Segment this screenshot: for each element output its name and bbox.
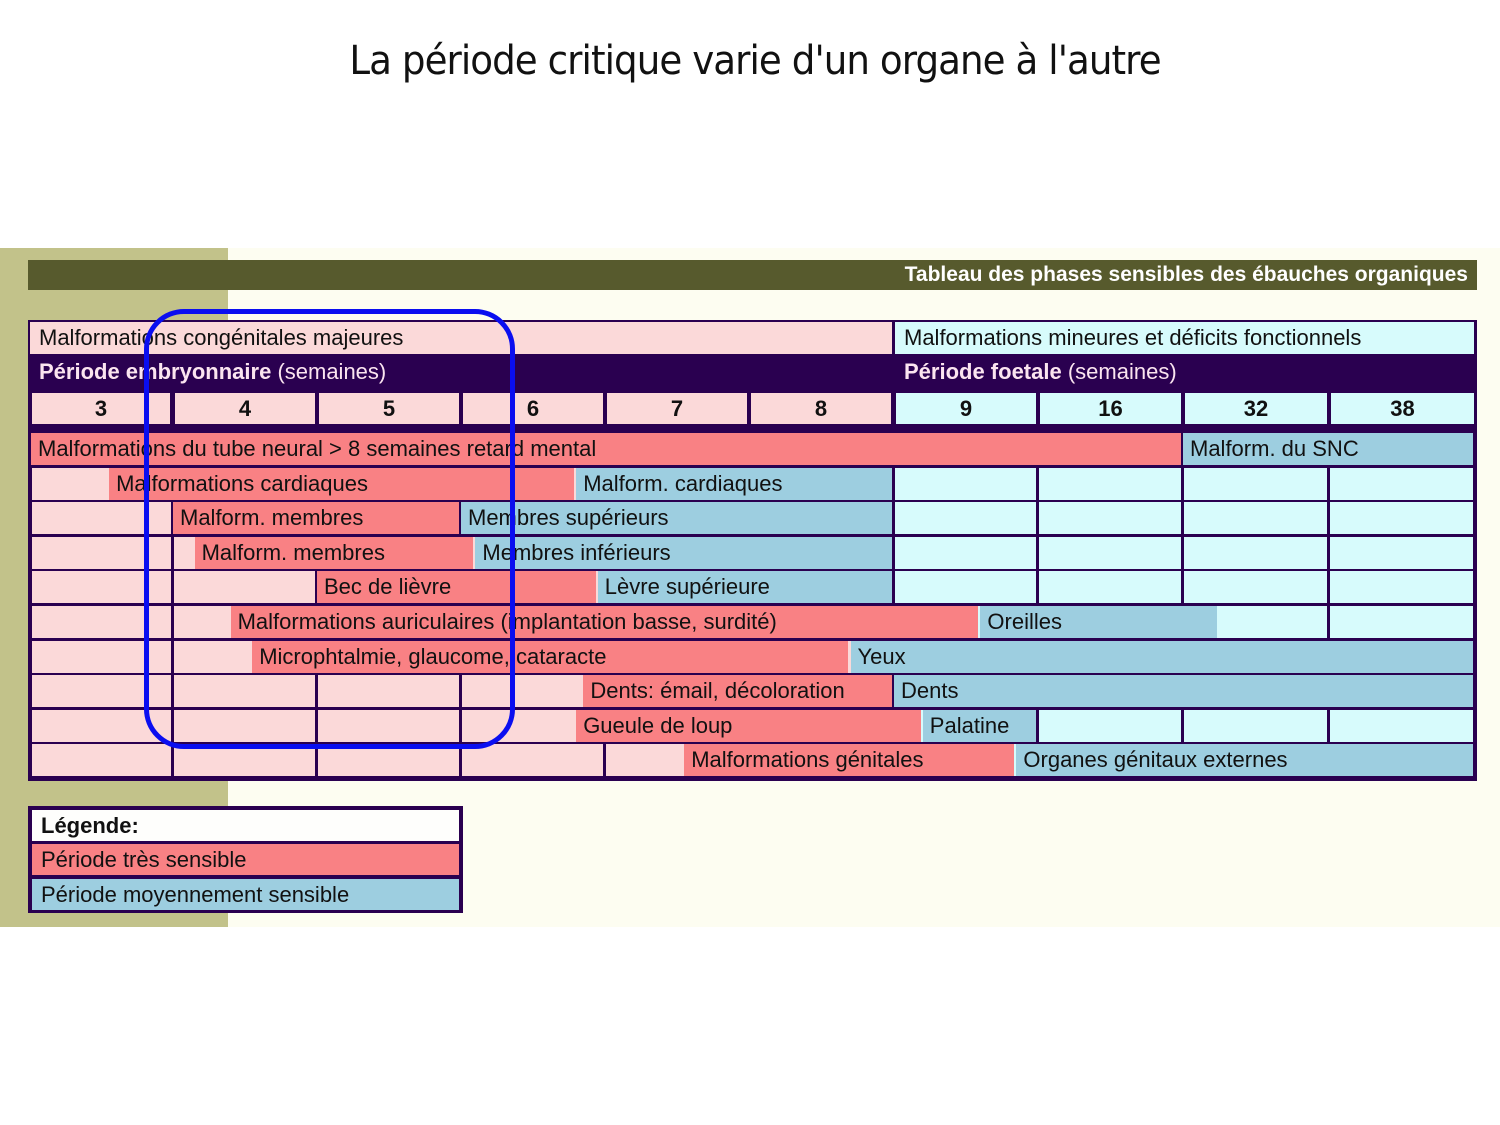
grid-cell	[895, 571, 1036, 603]
very-sensitive-bar: Microphtalmie, glaucome, cataracte	[252, 641, 848, 673]
legend-very-sensitive: Période très sensible	[32, 844, 459, 875]
grid-cell	[318, 675, 459, 707]
grid-cell	[1039, 468, 1181, 500]
week-cell: 38	[1331, 393, 1474, 424]
grid-cell	[1184, 502, 1327, 534]
grid-cell	[32, 744, 171, 776]
grid-cell	[32, 502, 171, 534]
week-cell: 32	[1185, 393, 1327, 424]
very-sensitive-bar: Dents: émail, décoloration	[583, 675, 892, 707]
week-cell: 6	[463, 393, 603, 424]
moderately-sensitive-bar: Organes génitaux externes	[1016, 744, 1473, 776]
moderately-sensitive-bar: Lèvre supérieure	[598, 571, 892, 603]
moderately-sensitive-bar: Membres supérieurs	[461, 502, 892, 534]
grid-cell	[174, 744, 315, 776]
grid-cell	[895, 468, 1036, 500]
grid-cell	[1330, 606, 1473, 638]
moderately-sensitive-bar: Yeux	[851, 641, 1474, 673]
week-cell: 7	[607, 393, 747, 424]
grid-cell	[32, 710, 171, 742]
grid-cell	[1330, 710, 1473, 742]
grid-cell	[32, 537, 171, 569]
grid-cell	[1184, 710, 1327, 742]
fetal-period-label	[895, 356, 1474, 388]
grid-cell	[1330, 502, 1473, 534]
grid-cell	[32, 606, 171, 638]
grid-cell	[1330, 571, 1473, 603]
legend-title: Légende:	[32, 810, 459, 841]
week-cell: 9	[896, 393, 1036, 424]
legend	[28, 806, 463, 913]
legend-moderately-sensitive: Période moyennement sensible	[32, 879, 459, 910]
week-cell: 3	[32, 393, 170, 424]
slide-title: La période critique varie d'un organe à l'autre	[349, 38, 1161, 84]
grid-cell	[895, 502, 1036, 534]
grid-cell	[1330, 468, 1473, 500]
grid-cell	[1330, 537, 1473, 569]
table-image	[0, 248, 1500, 927]
very-sensitive-bar: Gueule de loup	[576, 710, 921, 742]
moderately-sensitive-bar: Oreilles	[980, 606, 1217, 638]
grid-cell	[895, 537, 1036, 569]
table-title: Tableau des phases sensibles des ébauches organiques	[28, 260, 1477, 290]
grid-cell	[318, 710, 459, 742]
embryo-period-title: Période embryonnaire	[39, 359, 272, 384]
grid-cell	[32, 641, 171, 673]
very-sensitive-bar: Malformations du tube neural > 8 semaines retard mental	[31, 433, 1181, 465]
grid-cell	[462, 744, 603, 776]
grid-cell	[174, 571, 315, 603]
grid-cell	[32, 675, 171, 707]
grid-cell	[1039, 537, 1181, 569]
very-sensitive-bar: Bec de lièvre	[317, 571, 596, 603]
week-cell: 8	[751, 393, 891, 424]
fetal-period-unit: (semaines)	[1067, 359, 1177, 384]
week-cell: 5	[319, 393, 459, 424]
moderately-sensitive-bar: Dents	[894, 675, 1473, 707]
very-sensitive-bar: Malformations cardiaques	[109, 468, 574, 500]
very-sensitive-bar: Malformations génitales	[684, 744, 1014, 776]
embryo-period-unit: (semaines)	[277, 359, 387, 384]
embryo-period-label	[30, 356, 892, 388]
very-sensitive-bar: Malform. membres	[195, 537, 474, 569]
moderately-sensitive-bar: Palatine	[923, 710, 1036, 742]
grid-cell	[1039, 710, 1181, 742]
grid-cell	[1039, 502, 1181, 534]
moderately-sensitive-bar: Membres inférieurs	[475, 537, 892, 569]
sensitivity-table	[28, 320, 1477, 781]
grid-cell	[1184, 468, 1327, 500]
grid-cell	[174, 710, 315, 742]
grid-cell	[174, 675, 315, 707]
week-cell: 4	[175, 393, 315, 424]
grid-cell	[1184, 537, 1327, 569]
very-sensitive-bar: Malform. membres	[173, 502, 459, 534]
very-sensitive-bar: Malformations auriculaires (implantation basse, surdité)	[231, 606, 979, 638]
grid-cell	[1039, 571, 1181, 603]
fetal-period-title: Période foetale	[904, 359, 1062, 384]
grid-cell	[462, 675, 603, 707]
minor-malformations-label: Malformations mineures et déficits fonctionnels	[895, 322, 1474, 354]
grid-cell	[318, 744, 459, 776]
major-malformations-label: Malformations congénitales majeures	[30, 322, 892, 354]
week-cell: 16	[1040, 393, 1181, 424]
grid-cell	[32, 571, 171, 603]
moderately-sensitive-bar: Malform. du SNC	[1183, 433, 1473, 465]
moderately-sensitive-bar: Malform. cardiaques	[576, 468, 892, 500]
grid-cell	[1184, 571, 1327, 603]
